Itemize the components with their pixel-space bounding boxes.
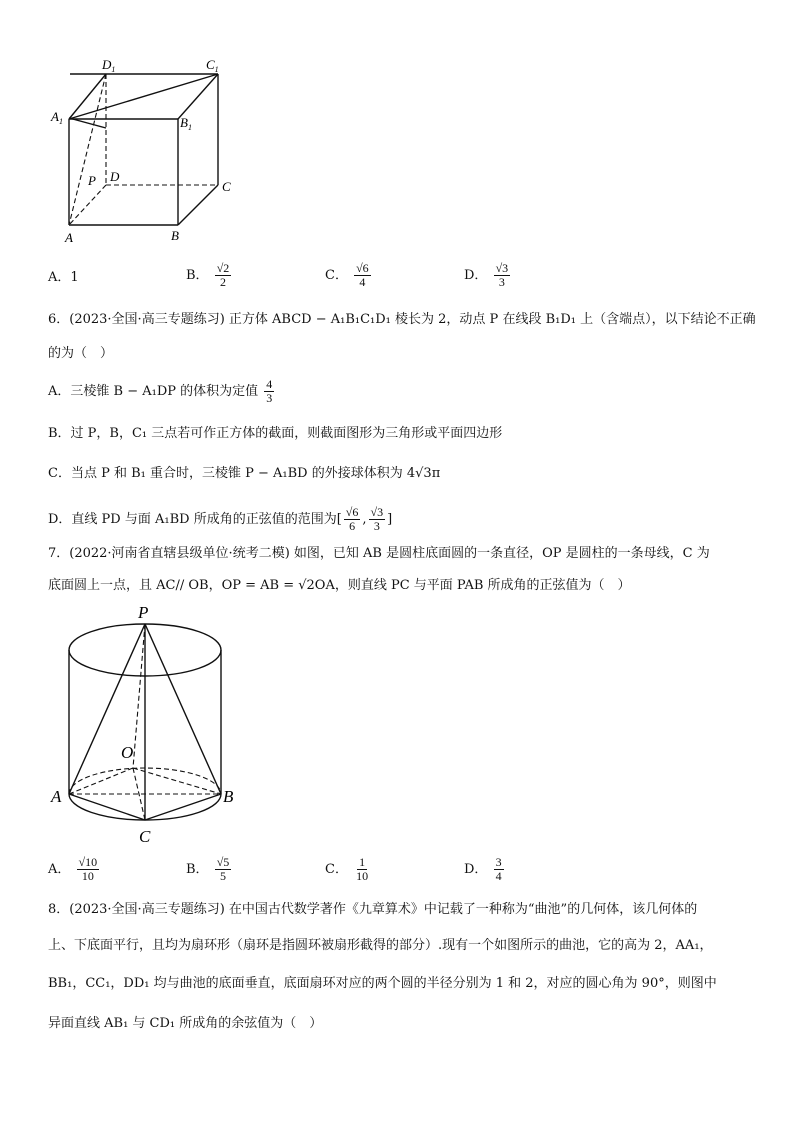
q8-line2: 上、下底面平行，且均为扇环形（扇环是指圆环被扇形截得的部分）.现有一个如图所示的曲池，它的高为 2，AA₁，: [48, 938, 713, 953]
label-p: P: [88, 173, 96, 188]
q7-stem-line2: 底面圆上一点，且 AC// OB，OP = AB = √2OA，则直线 PC 与平面 PAB 所成角的正弦值为（ ）: [48, 578, 631, 593]
label-c1: $C_1$: [206, 57, 219, 74]
label-a: A: [51, 787, 62, 806]
q8-line3: BB₁，CC₁，DD₁ 均与曲池的底面垂直，底面扇环对应的两个圆的半径分别为 1 和 2，对应的圆心角为 90°，则图中: [48, 976, 717, 991]
cylinder-figure: [45, 600, 245, 850]
label-c: C: [139, 827, 151, 846]
label-p: P: [138, 603, 149, 622]
q5-option-d: D． $\frac{√3}{3}$: [464, 261, 509, 289]
label-b: B: [223, 787, 234, 806]
q6-stem-line2: 的为（ ）: [48, 346, 114, 361]
label-b: B: [171, 228, 179, 243]
label-o: O: [121, 743, 134, 762]
q7-option-c: C． $\frac{1}{10}$: [325, 855, 369, 883]
q5-option-b: B． $\frac{√2}{2}$: [186, 261, 230, 289]
label-d1: $D_1$: [102, 57, 116, 74]
edge-a1d1: [69, 74, 106, 119]
label-a1: $A_1$: [51, 109, 63, 126]
label-a: A: [65, 230, 73, 245]
cube-figure: [40, 55, 250, 250]
q8-line1: 8．(2023·全国·高三专题练习) 在中国古代数学著作《九章算术》中记载了一种称为“曲池”的几何体，该几何体的: [48, 902, 698, 917]
q6-option-d: D．直线 PD 与面 A₁BD 所成角的正弦值的范围为[ $\frac{√6}{6}$ , $\frac{√3}{3}$ ]: [48, 505, 393, 533]
q6-option-b: B．过 P，B，C₁ 三点若可作正方体的截面，则截面图形为三角形或平面四边形: [48, 426, 503, 441]
q5-option-a: A．1: [48, 270, 79, 285]
q8-line4: 异面直线 AB₁ 与 CD₁ 所成角的余弦值为（ ）: [48, 1016, 323, 1031]
q7-option-a: A． $\frac{√10}{10}$: [48, 855, 98, 883]
label-d: D: [110, 169, 120, 184]
q6-option-c: C．当点 P 和 B₁ 重合时，三棱锥 P − A₁BD 的外接球体积为 4√3π: [48, 466, 441, 481]
q5-option-c: C． $\frac{√6}{4}$: [325, 261, 369, 289]
label-b1: $B_1$: [180, 115, 192, 132]
q7-option-d: D． $\frac{3}{4}$: [464, 855, 502, 883]
label-c: C: [222, 179, 231, 194]
q7-stem-line1: 7．(2022·河南省直辖县级单位·统考二模) 如图，已知 AB 是圆柱底面圆的一条直径，OP 是圆柱的一条母线，C 为: [48, 546, 710, 561]
q6-option-a: A．三棱锥 B − A₁DP 的体积为定值 $\frac{4}{3}$: [48, 377, 273, 405]
q7-option-b: B． $\frac{√5}{5}$: [186, 855, 230, 883]
q6-stem-line1: 6．(2023·全国·高三专题练习) 正方体 ABCD − A₁B₁C₁D₁ 棱长为 2，动点 P 在线段 B₁D₁ 上（含端点），以下结论不正确: [48, 312, 756, 327]
